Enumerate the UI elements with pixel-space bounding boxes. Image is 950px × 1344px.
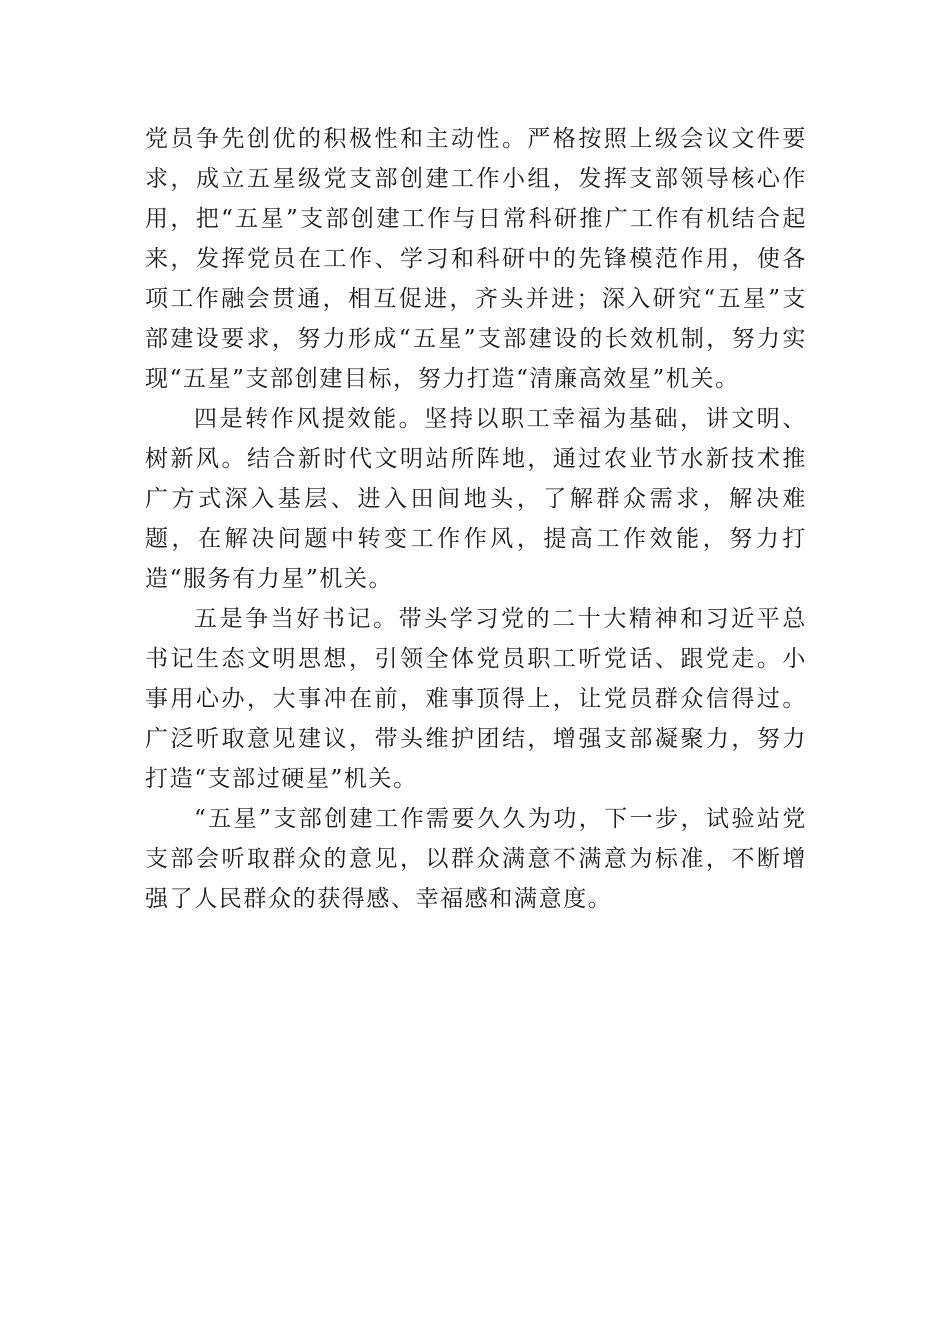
paragraph-conclusion: “五星”支部创建工作需要久久为功，下一步，试验站党支部会听取群众的意见，以群众满意不满意为标准，不断增强了人民群众的获得感、幸福感和满意度。: [145, 806, 807, 912]
paragraph-point-five: 五是争当好书记。带头学习党的二十大精神和习近平总书记生态文明思想，引领全体党员职工听党话、跟党走。小事用心办，大事冲在前，难事顶得上，让党员群众信得过。 广泛听取意见建议，带头维护团结，增强支部凝聚力，努力打造“支部过硬星”机关。: [145, 606, 807, 792]
paragraph-continued: 党员争先创优的积极性和主动性。严格按照上级会议文件要求，成立五星级党支部创建工作小组，发挥支部领导核心作用，把“五星”支部创建工作与日常科研推广工作有机结合起来，发挥党员在工作、学习和科研中的先锋模范作用，使各项工作融会贯通，相互促进，齐头并进；深入研究“五星”支部建设要求，努力形成“五星”支部建设的长效机制，努力实现“五星”支部创建目标，努力打造“清廉高效星”机关。: [145, 126, 807, 392]
paragraph-point-four: 四是转作风提效能。坚持以职工幸福为基础，讲文明、树新风。结合新时代文明站所阵地，通过农业节水新技术推广方式深入基层、进入田间地头，了解群众需求，解决难题，在解决问题中转变工作作风，提高工作效能，努力打造“服务有力星”机关。: [145, 406, 807, 592]
document-body: [145, 119, 807, 919]
